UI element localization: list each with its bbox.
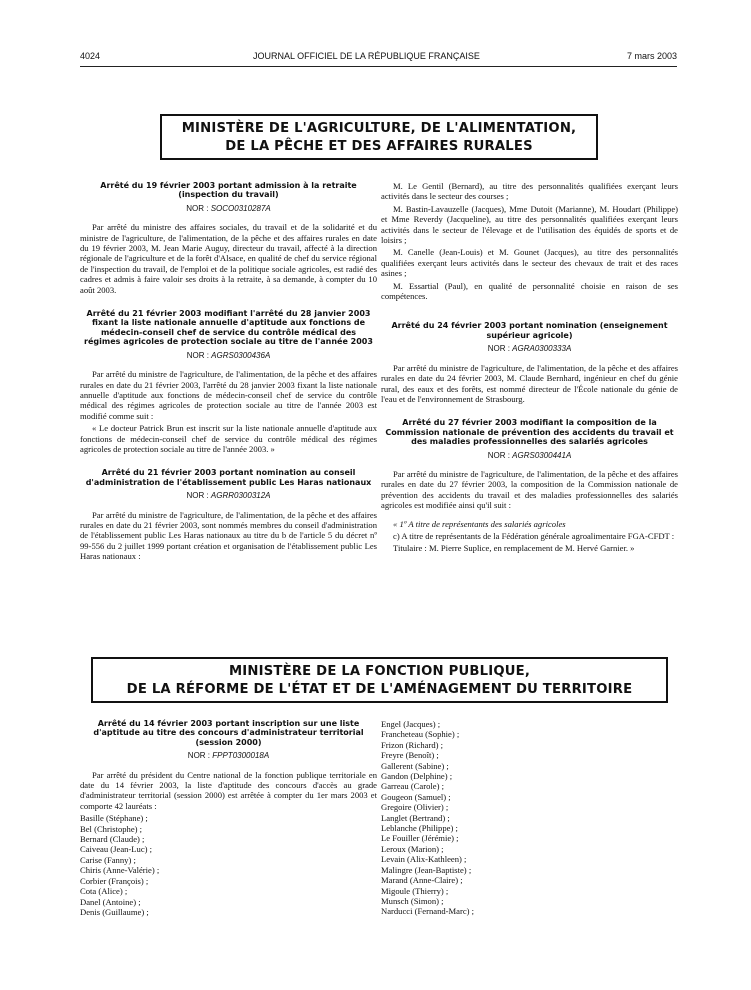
ministry-agriculture-box xyxy=(160,114,598,160)
laureate-name: Le Fouiller (Jérémie) ; xyxy=(381,833,459,844)
laureate-name: Gallerent (Sabine) ; xyxy=(381,760,449,771)
nor-reference: NOR : FPPT0300018A xyxy=(187,751,270,761)
laureate-name: Levain (Alix-Kathleen) ; xyxy=(381,854,467,865)
laureate-name: Denis (Guillaume) ; xyxy=(80,906,149,917)
column-right-bottom xyxy=(381,719,678,917)
laureate-list-left xyxy=(80,813,377,917)
header-rule xyxy=(80,66,677,67)
laureate-name: Gougeon (Samuel) ; xyxy=(381,791,451,802)
laureate-name: Freyre (Benoît) ; xyxy=(381,750,439,761)
decree-paragraph: « Le docteur Patrick Brun est inscrit sur la liste nationale annuelle d'aptitude aux fonctions de médecin-conseil chef de service du contrôle médical des régimes agricoles de protection sociale au titre de l'année 2003. » xyxy=(80,423,377,454)
laureate-name: Cota (Alice) ; xyxy=(80,886,128,897)
laureate-name: Narducci (Fernand-Marc) ; xyxy=(381,906,475,917)
issue-date: 7 mars 2003 xyxy=(626,51,677,61)
nor-reference: NOR : AGRS0300436A xyxy=(186,350,271,360)
decree-title: Arrêté du 19 février 2003 portant admission à la retraite (inspection du travail) xyxy=(100,181,357,200)
decree-title: Arrêté du 27 février 2003 modifiant la composition de la Commission nationale de prévention des accidents du travail et des maladies professionnelles des salariés agricoles xyxy=(385,418,674,447)
decree-paragraph: Par arrêté du ministre de l'agriculture, de l'alimentation, de la pêche et des affaires rurales en date du 27 février 2003, la composition de la Commission nationale de prévention des accidents du travail et des maladies professionnelles des salariés agricoles est modifiée ainsi qu'il suit : xyxy=(381,468,678,511)
laureate-name: Bernard (Claude) ; xyxy=(80,834,145,845)
decree-paragraph: Par arrêté du ministre des affaires sociales, du travail et de la solidarité et du ministre de l'agriculture, de l'alimentation, de la pêche et des affaires rurales en date du 19 février 2003, M. Jean Marie Auguy, directeur du travail, affecté à la direction régionale de l'agriculture et de la forêt d'Alsace, en qualité de chef du service régional de l'inspection du travail, de l'emploi et de la politique sociale agricoles, est radié des cadres et admis à faire valoir ses droits à la retraite, à sa demande, à compter du 10 août 2003. xyxy=(80,222,377,295)
decree-paragraph: M. Le Gentil (Bernard), au titre des personnalités qualifiées exerçant leurs activités dans le secteur des courses ; xyxy=(381,181,678,202)
laureate-name: Corbier (François) ; xyxy=(80,875,149,886)
column-right-top xyxy=(381,181,678,556)
ministry-title-line2: DE LA PÊCHE ET DES AFFAIRES RURALES xyxy=(225,139,533,154)
laureate-name: Garreau (Carole) ; xyxy=(381,781,444,792)
decree-subheading: « 1º A titre de représentants des salariés agricoles xyxy=(393,518,566,529)
decree-title: Arrêté du 21 février 2003 modifiant l'arrêté du 28 janvier 2003 fixant la liste nationale annuelle d'aptitude aux fonctions de médecin-conseil chef de service du contrôle médical des régimes agricoles de protection sociale au titre de l'année 2003 xyxy=(84,309,373,347)
laureate-name: Munsch (Simon) ; xyxy=(381,895,444,906)
decree-paragraph: Par arrêté du ministre de l'agriculture, de l'alimentation, de la pêche et des affaires rurales en date du 21 février 2003, sont nommés membres du conseil d'administration de l'établissement public Les Haras nationaux au titre du b de l'article 5 du décret nº 99-556 du 2 juillet 1999 portant création et organisation de l'établissement public Les Haras nationaux : xyxy=(80,509,377,562)
laureate-name: Langlet (Bertrand) ; xyxy=(381,812,450,823)
nor-reference: NOR : AGRR0300312A xyxy=(186,491,271,501)
laureate-name: Leroux (Marion) ; xyxy=(381,843,444,854)
decree-paragraph: Titulaire : M. Pierre Suplice, en remplacement de M. Hervé Garnier. » xyxy=(393,543,635,554)
ministry-title-line2: DE LA RÉFORME DE L'ÉTAT ET DE L'AMÉNAGEMENT DU TERRITOIRE xyxy=(126,682,633,697)
column-left-bottom xyxy=(80,719,377,917)
ministry-title-line1: MINISTÈRE DE L'AGRICULTURE, DE L'ALIMENTATION, xyxy=(181,121,577,136)
laureate-name: Basille (Stéphane) ; xyxy=(80,813,148,824)
laureate-name: Engel (Jacques) ; xyxy=(381,719,441,729)
laureate-name: Gregoire (Olivier) ; xyxy=(381,802,449,813)
running-header xyxy=(80,51,677,65)
decree-title: Arrêté du 14 février 2003 portant inscription sur une liste d'aptitude au titre des concours d'administrateur territorial (session 2000) xyxy=(93,719,364,747)
nor-reference: NOR : SOCO0310287A xyxy=(186,203,271,213)
laureate-name: Caiveau (Jean-Luc) ; xyxy=(80,844,153,855)
laureate-name: Marand (Anne-Claire) ; xyxy=(381,875,463,886)
decree-title: Arrêté du 24 février 2003 portant nomination (enseignement supérieur agricole) xyxy=(391,321,668,340)
decree-paragraph: M. Essartial (Paul), en qualité de personnalité choisie en raison de ses compétences. xyxy=(381,280,678,302)
decree-paragraph: M. Canelle (Jean-Louis) et M. Gounet (Jacques), au titre des personnalités qualifiées exerçant leurs activités dans le secteur des chevaux de trait et des races asines ; xyxy=(381,247,678,279)
laureate-name: Leblanche (Philippe) ; xyxy=(381,823,458,834)
laureate-name: Francheteau (Sophie) ; xyxy=(381,729,460,740)
nor-reference: NOR : AGRA0300333A xyxy=(487,344,572,354)
laureate-name: Bel (Christophe) ; xyxy=(80,823,143,834)
laureate-name: Chiris (Anne-Valérie) ; xyxy=(80,865,160,876)
ministry-title-line1: MINISTÈRE DE LA FONCTION PUBLIQUE, xyxy=(228,664,531,679)
laureate-name: Malingre (Jean-Baptiste) ; xyxy=(381,864,472,875)
laureate-list-right xyxy=(381,719,678,917)
laureate-name: Frizon (Richard) ; xyxy=(381,739,444,750)
decree-paragraph: Par arrêté du président du Centre national de la fonction publique territoriale en date du 14 février 2003, la liste d'aptitude des concours d'accès au grade d'administrateur territorial (session 2000) est arrêtée à compter du 1er mars 2003 et comporte 42 lauréats : xyxy=(80,769,377,811)
laureate-name: Carise (Fanny) ; xyxy=(80,854,136,865)
laureate-name: Migoule (Thierry) ; xyxy=(381,885,449,896)
decree-paragraph: Par arrêté du ministre de l'agriculture, de l'alimentation, de la pêche et des affaires rurales en date du 24 février 2003, M. Claude Bernhard, ingénieur en chef du génie rural, des eaux et des forêts, est nommé directeur de l'École nationale du génie de l'eau et de l'environnement de Strasbourg. xyxy=(381,362,678,404)
decree-title: Arrêté du 21 février 2003 portant nomination au conseil d'administration de l'établissement public Les Haras nationaux xyxy=(85,468,372,487)
laureate-name: Gandon (Delphine) ; xyxy=(381,771,453,782)
decree-paragraph: M. Bastin-Lavauzelle (Jacques), Mme Dutoit (Marianne), M. Houdart (Philippe) et Mme Reverdy (Jacqueline), au titre des personnalités qualifiées exerçant leurs activités dans le secteur de l'élevage et de l'utilisation des équidés de sports et de loisirs ; xyxy=(381,203,678,246)
column-left-top xyxy=(80,181,377,564)
page-number: 4024 xyxy=(80,51,101,61)
journal-title: JOURNAL OFFICIEL DE LA RÉPUBLIQUE FRANÇAISE xyxy=(253,51,480,61)
laureate-name: Danel (Antoine) ; xyxy=(80,896,141,907)
nor-reference: NOR : AGRS0300441A xyxy=(487,450,572,460)
ministry-fonction-publique-box xyxy=(91,657,668,703)
decree-paragraph: Par arrêté du ministre de l'agriculture, de l'alimentation, de la pêche et des affaires rurales en date du 21 février 2003, l'arrêté du 28 janvier 2003 fixant la liste nationale annuelle d'aptitude aux fonctions de médecin-conseil chef de service du contrôle médical des régimes agricoles de protection sociale au titre de l'année 2003 est modifié comme suit : xyxy=(80,369,377,421)
decree-paragraph: c) A titre de représentants de la Fédération générale agroalimentaire FGA-CFDT : xyxy=(393,530,675,541)
